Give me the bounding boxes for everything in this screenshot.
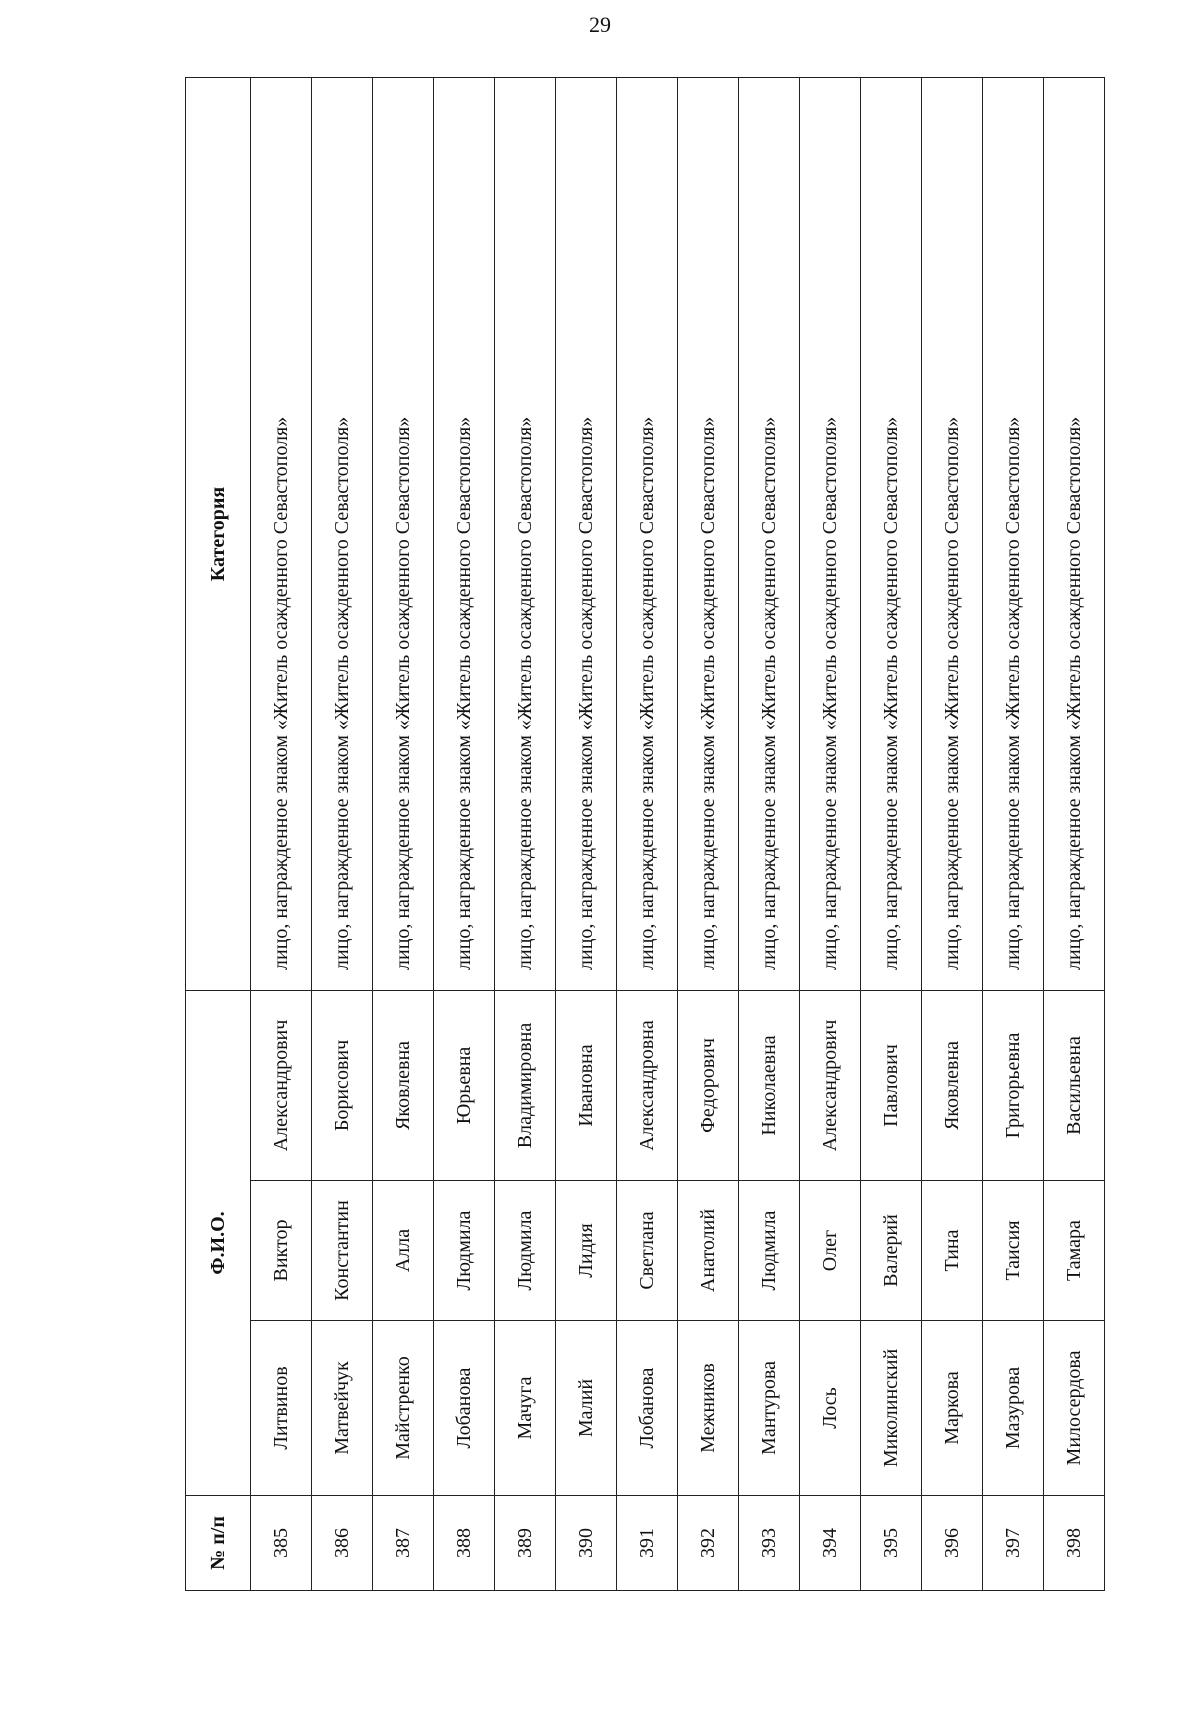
- page-number: 29: [589, 12, 611, 37]
- cell-num: 389: [495, 1496, 556, 1591]
- cell-last-name: Милосердова: [1044, 1321, 1105, 1496]
- table-row: [922, 77, 983, 1590]
- awards-table: [185, 77, 1105, 1591]
- cell-last-name: Майстренко: [373, 1321, 434, 1496]
- cell-last-name: Лобанова: [434, 1321, 495, 1496]
- cell-middle-name: Яковлевна: [922, 990, 983, 1180]
- cell-num: 388: [434, 1496, 495, 1591]
- cell-num: 392: [678, 1496, 739, 1591]
- cell-first-name: Светлана: [617, 1181, 678, 1321]
- table-row: [312, 77, 373, 1590]
- table-row: [251, 77, 312, 1590]
- cell-category: лицо, награжденное знаком «Житель осажденного Севастополя»: [678, 77, 739, 990]
- cell-category: лицо, награжденное знаком «Житель осажденного Севастополя»: [1044, 77, 1105, 990]
- cell-middle-name: Юрьевна: [434, 990, 495, 1180]
- table-row: [739, 77, 800, 1590]
- cell-first-name: Людмила: [434, 1181, 495, 1321]
- cell-middle-name: Николаевна: [739, 990, 800, 1180]
- cell-last-name: Мантурова: [739, 1321, 800, 1496]
- table-row: [861, 77, 922, 1590]
- cell-last-name: Мачуга: [495, 1321, 556, 1496]
- header-fio: Ф.И.О.: [186, 990, 251, 1495]
- table-container: [185, 78, 1087, 1591]
- cell-num: 397: [983, 1496, 1044, 1591]
- cell-category: лицо, награжденное знаком «Житель осажденного Севастополя»: [312, 77, 373, 990]
- cell-num: 386: [312, 1496, 373, 1591]
- header-num: № п/п: [186, 1496, 251, 1591]
- table-row: [800, 77, 861, 1590]
- cell-middle-name: Борисович: [312, 990, 373, 1180]
- cell-num: 395: [861, 1496, 922, 1591]
- cell-last-name: Мазурова: [983, 1321, 1044, 1496]
- cell-middle-name: Ивановна: [556, 990, 617, 1180]
- cell-num: 390: [556, 1496, 617, 1591]
- cell-last-name: Малий: [556, 1321, 617, 1496]
- cell-category: лицо, награжденное знаком «Житель осажденного Севастополя»: [434, 77, 495, 990]
- cell-num: 385: [251, 1496, 312, 1591]
- table-row: [495, 77, 556, 1590]
- cell-middle-name: Яковлевна: [373, 990, 434, 1180]
- table-row: [983, 77, 1044, 1590]
- cell-first-name: Людмила: [495, 1181, 556, 1321]
- cell-last-name: Маркова: [922, 1321, 983, 1496]
- table-row: [1044, 77, 1105, 1590]
- cell-category: лицо, награжденное знаком «Житель осажденного Севастополя»: [739, 77, 800, 990]
- table-row: [617, 77, 678, 1590]
- cell-category: лицо, награжденное знаком «Житель осажденного Севастополя»: [251, 77, 312, 990]
- cell-last-name: Лобанова: [617, 1321, 678, 1496]
- cell-first-name: Виктор: [251, 1181, 312, 1321]
- cell-middle-name: Федорович: [678, 990, 739, 1180]
- cell-category: лицо, награжденное знаком «Житель осажденного Севастополя»: [617, 77, 678, 990]
- cell-middle-name: Павлович: [861, 990, 922, 1180]
- cell-category: лицо, награжденное знаком «Житель осажденного Севастополя»: [800, 77, 861, 990]
- header-category: Категория: [186, 77, 251, 990]
- cell-last-name: Межников: [678, 1321, 739, 1496]
- cell-category: лицо, награжденное знаком «Житель осажденного Севастополя»: [373, 77, 434, 990]
- cell-middle-name: Александрович: [251, 990, 312, 1180]
- cell-last-name: Лось: [800, 1321, 861, 1496]
- cell-first-name: Алла: [373, 1181, 434, 1321]
- table-row: [373, 77, 434, 1590]
- cell-middle-name: Григорьевна: [983, 990, 1044, 1180]
- cell-first-name: Тамара: [1044, 1181, 1105, 1321]
- cell-category: лицо, награжденное знаком «Житель осажденного Севастополя»: [495, 77, 556, 990]
- cell-category: лицо, награжденное знаком «Житель осажденного Севастополя»: [922, 77, 983, 990]
- cell-first-name: Анатолий: [678, 1181, 739, 1321]
- cell-category: лицо, награжденное знаком «Житель осажденного Севастополя»: [861, 77, 922, 990]
- table-row: [678, 77, 739, 1590]
- cell-last-name: Матвейчук: [312, 1321, 373, 1496]
- cell-middle-name: Владимировна: [495, 990, 556, 1180]
- cell-num: 398: [1044, 1496, 1105, 1591]
- cell-first-name: Константин: [312, 1181, 373, 1321]
- cell-first-name: Валерий: [861, 1181, 922, 1321]
- cell-middle-name: Александровна: [617, 990, 678, 1180]
- cell-num: 391: [617, 1496, 678, 1591]
- cell-first-name: Таисия: [983, 1181, 1044, 1321]
- cell-num: 394: [800, 1496, 861, 1591]
- cell-first-name: Людмила: [739, 1181, 800, 1321]
- cell-num: 393: [739, 1496, 800, 1591]
- cell-first-name: Тина: [922, 1181, 983, 1321]
- cell-last-name: Миколинский: [861, 1321, 922, 1496]
- cell-num: 387: [373, 1496, 434, 1591]
- table-row: [556, 77, 617, 1590]
- cell-category: лицо, награжденное знаком «Житель осажденного Севастополя»: [983, 77, 1044, 990]
- cell-category: лицо, награжденное знаком «Житель осажденного Севастополя»: [556, 77, 617, 990]
- table-row: [434, 77, 495, 1590]
- cell-middle-name: Александрович: [800, 990, 861, 1180]
- cell-first-name: Олег: [800, 1181, 861, 1321]
- cell-num: 396: [922, 1496, 983, 1591]
- cell-last-name: Литвинов: [251, 1321, 312, 1496]
- cell-middle-name: Васильевна: [1044, 990, 1105, 1180]
- cell-first-name: Лидия: [556, 1181, 617, 1321]
